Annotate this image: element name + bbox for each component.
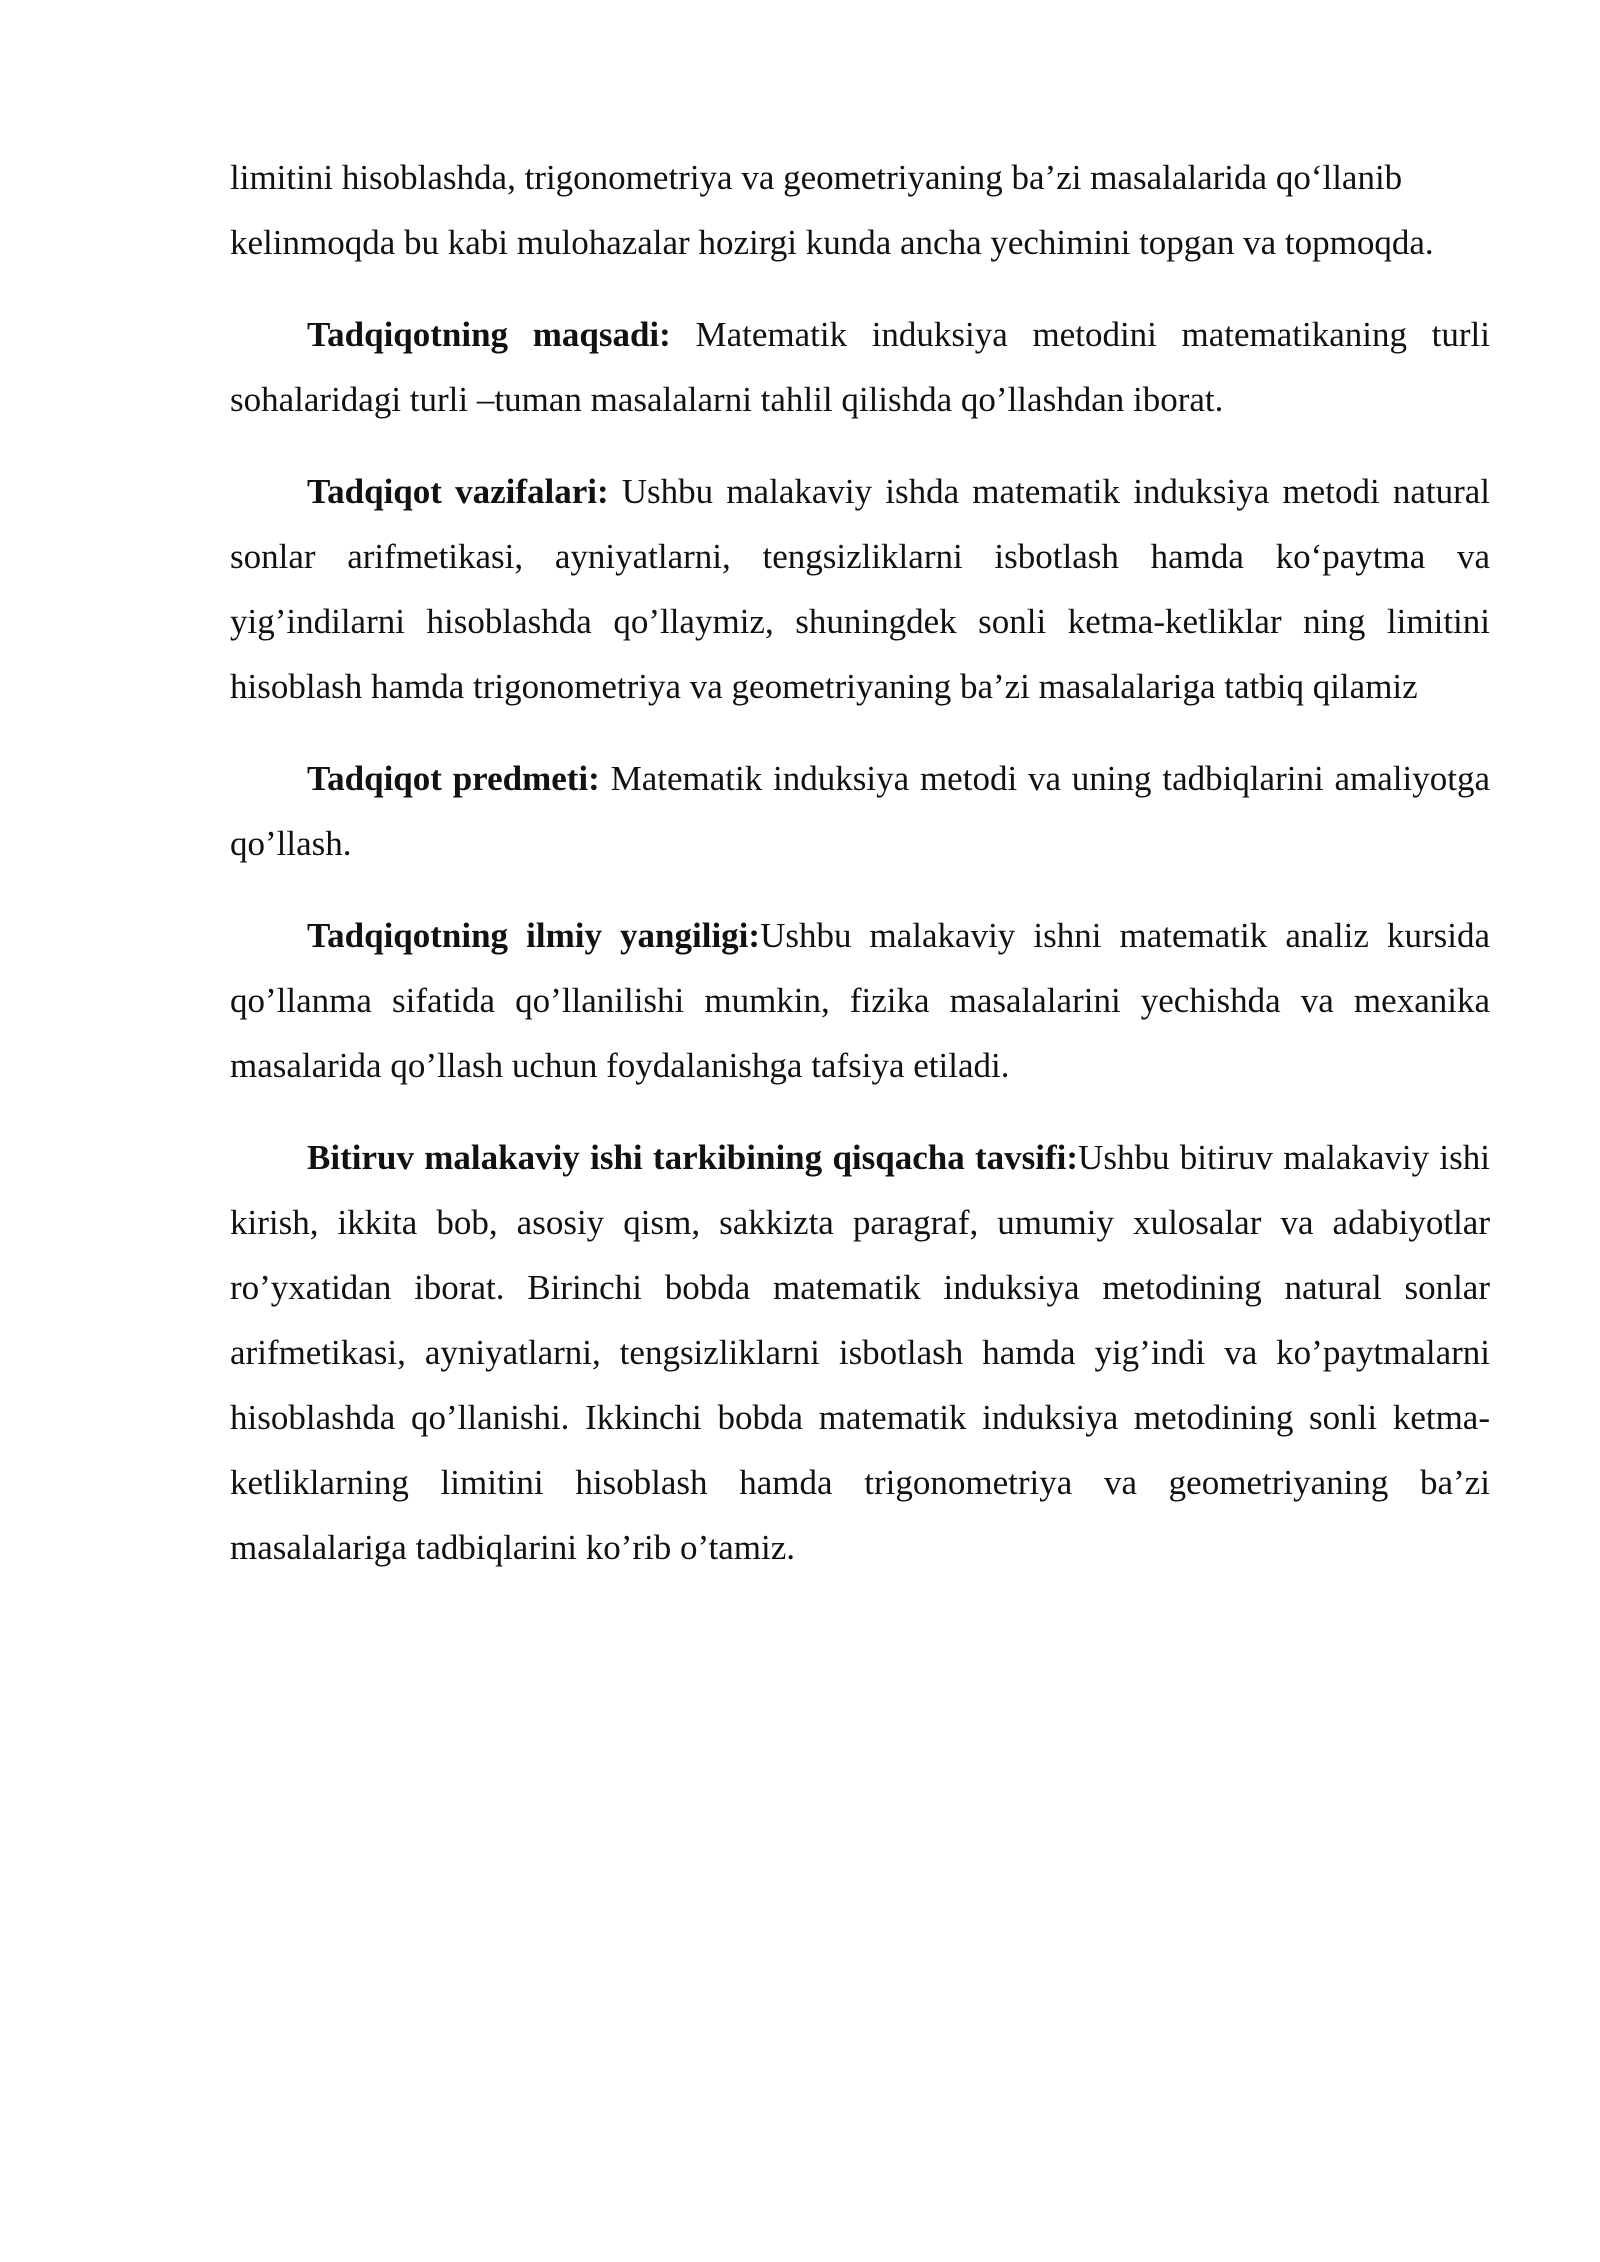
section-heading-tasks: Tadqiqot vazifalari: <box>307 472 609 511</box>
section-heading-goal: Tadqiqotning maqsadi: <box>307 315 671 354</box>
section-heading-novelty: Tadqiqotning ilmiy yangiligi: <box>307 916 761 955</box>
document-body <box>230 145 1490 1607</box>
continuation-paragraph: limitini hisoblashda, trigonometriya va geometriyaning ba’zi masalalarida qo‘llanib kelinmoqda bu kabi mulohazalar hozirgi kunda ancha yechimini topgan va topmoqda. <box>230 158 1434 262</box>
section-scientific-novelty <box>230 903 1490 1098</box>
section-thesis-structure <box>230 1125 1490 1580</box>
section-text-structure: Ushbu bitiruv malakaviy ishi kirish, ikkita bob, asosiy qism, sakkizta paragraf, umumiy xulosalar va adabiyotlar ro’yxatidan iborat. Birinchi bobda matematik induksiya metodining natural sonlar arifmetikasi, ayniyatlarni, tengsizliklarni isbotlash hamda yig’indi va ko’paytmalarni hisoblashda qo’llanishi. Ikkinchi bobda matematik induksiya metodining sonli ketma-ketliklarning limitini hisoblash hamda trigonometriya va geometriyaning ba’zi masalalariga tadbiqlarini ko’rib o’tamiz. <box>230 1138 1490 1567</box>
section-text-tasks: Ushbu malakaviy ishda matematik induksiya metodi natural sonlar arifmetikasi, ayniyatlarni, tengsizliklarni isbotlash hamda ko‘paytma va yig’indilarni hisoblashda qo’llaymiz, shuningdek sonli ketma-ketliklar ning limitini hisoblash hamda trigonometriya va geometriyaning ba’zi masalalariga tatbiq qilamiz <box>230 472 1490 706</box>
section-research-tasks <box>230 459 1490 719</box>
section-research-subject <box>230 746 1490 876</box>
section-text-goal: Matematik induksiya metodini matematikaning turli sohalaridagi turli –tuman masalalarni tahlil qilishda qo’llashdan iborat. <box>230 315 1490 419</box>
section-heading-subject: Tadqiqot predmeti: <box>307 759 600 798</box>
section-research-goal <box>230 302 1490 432</box>
section-text-subject: Matematik induksiya metodi va uning tadbiqlarini amaliyotga qo’llash. <box>230 759 1490 863</box>
section-text-novelty: Ushbu malakaviy ishni matematik analiz kursida qo’llanma sifatida qo’llanilishi mumkin, fizika masalalarini yechishda va mexanika masalarida qo’llash uchun foydalanishga tafsiya etiladi. <box>230 916 1490 1085</box>
section-heading-structure: Bitiruv malakaviy ishi tarkibining qisqacha tavsifi: <box>307 1138 1079 1177</box>
